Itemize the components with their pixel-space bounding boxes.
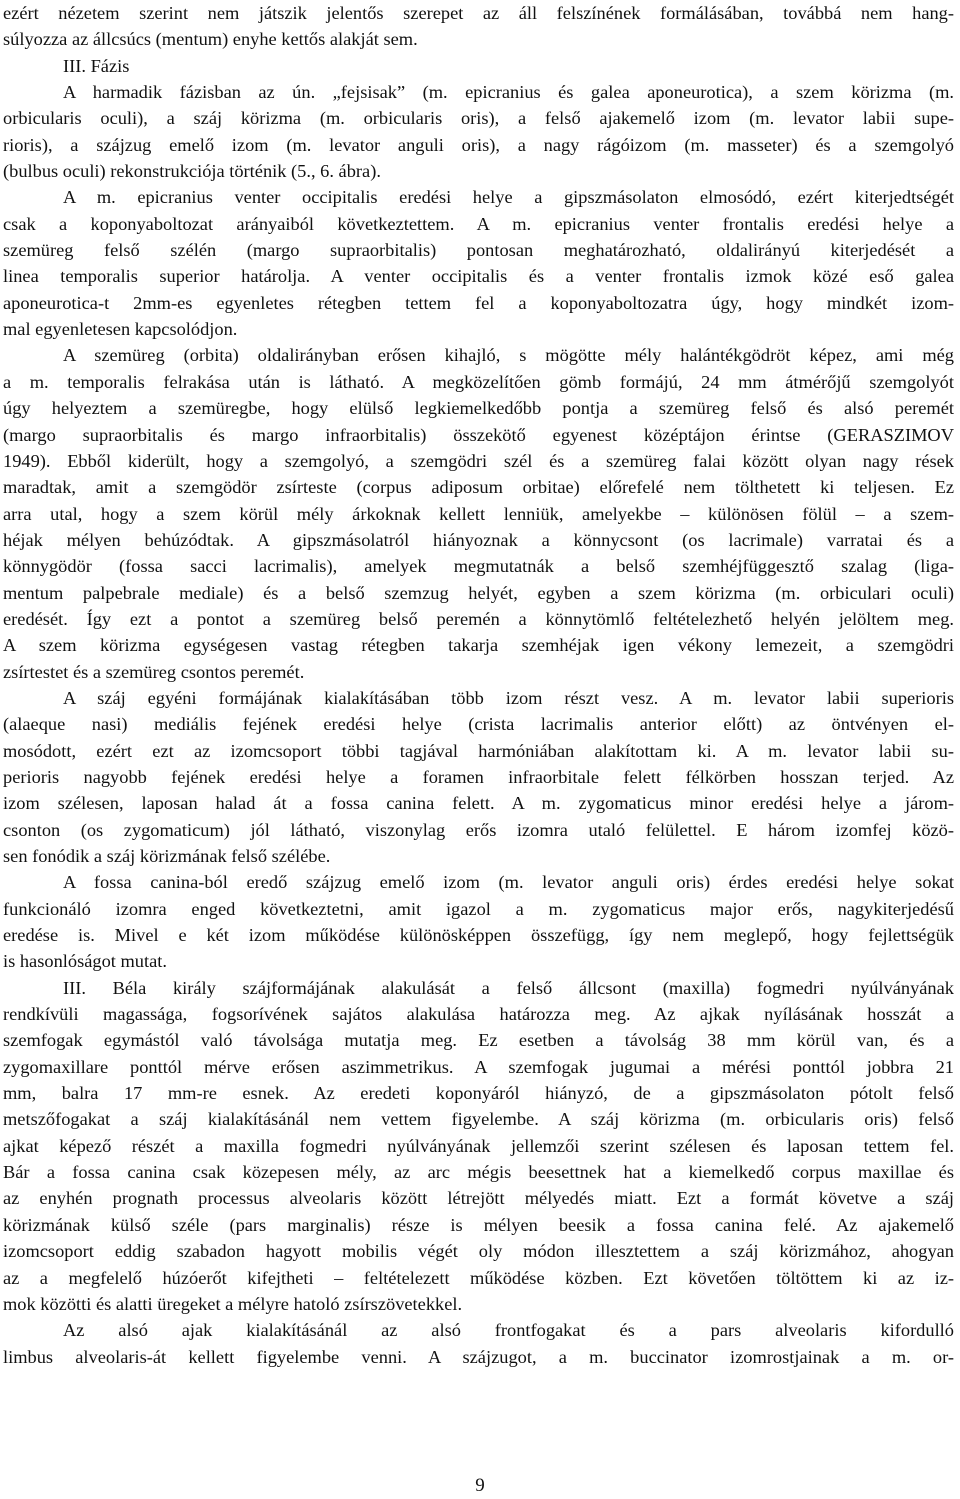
- text-line: maradtak, amit a szemgödör zsírteste (corpus adiposum orbitae) előrefelé nem tölthetett ki teljesen. Ez: [3, 477, 954, 498]
- text-line: eredése is. Mivel e két izom működése különösképpen összefügg, így nem meglepő, hogy fejlettségük: [3, 925, 954, 946]
- text-line: zygomaxillare ponttól mérve erősen aszimmetrikus. A szemfogak jugumai a mérési ponttól jobbra 21: [3, 1056, 954, 1077]
- text-line: szemüreg felső szélén (margo supraorbitalis) pontosan meghatározható, oldalirányú kiterjedését a: [3, 240, 954, 261]
- body-text: [3, 0, 954, 1370]
- text-line: (bulbus oculi) rekonstrukciója történik (5., 6. ábra).: [3, 161, 381, 182]
- text-line: súlyozza az állcsúcs (mentum) enyhe kettős alakját sem.: [3, 29, 418, 50]
- text-line: III. Béla király szájformájának alakulását a felső állcsont (maxilla) fogmedri nyúlványának: [63, 977, 954, 998]
- text-line: eredését. Így ezt a pontot a szemüreg belső peremén a könnytömlő feltételezhető helyén jelöltem meg.: [3, 608, 954, 629]
- text-line: szemfogak egymástól való távolsága mutatja meg. Ez esetben a távolság 38 mm körül van, és a: [3, 1030, 954, 1051]
- text-line: körizmának külső széle (pars marginalis) része is mélyen beesik a fossa canina felé. Az ajakemelő: [3, 1214, 954, 1235]
- text-line: csonton (os zygomaticum) jól látható, viszonylag erős izomra utaló felülettel. E három izomfej közö-: [3, 819, 954, 840]
- text-line: mok közötti és alatti üregeket a mélyre hatoló zsírszövetekkel.: [3, 1293, 463, 1314]
- text-line: III. Fázis: [63, 55, 130, 76]
- text-line: mm, balra 17 mm-re esnek. Az eredeti koponyáról hiányzó, de a gipszmásolaton pótolt felső: [3, 1083, 954, 1104]
- text-line: 1949). Ebből kiderült, hogy a szemgolyó, a szemgödri szél és a szemüreg falai között olyan nagy rések: [3, 450, 954, 471]
- text-line: A fossa canina-ból eredő szájzug emelő izom (m. levator anguli oris) érdes eredési helye sokat: [63, 872, 954, 893]
- text-line: mentum palpebrale mediale) és a belső szemzug helyét, egyben a szem körizma (m. orbiculari oculi): [3, 582, 954, 603]
- text-line: A m. epicranius venter occipitalis eredési helye a gipszmásolaton elmosódó, ezért kiterjedtségét: [63, 187, 954, 208]
- text-line: A szemüreg (orbita) oldalirányban erősen kihajló, s mögötte mély halántékgödröt képez, ami még: [63, 345, 954, 366]
- text-line: mal egyenletesen kapcsolódjon.: [3, 319, 238, 340]
- text-line: aponeurotica-t 2mm-es egyenletes rétegben tettem fel a koponyaboltozatra úgy, hogy mindkét izom-: [3, 292, 954, 313]
- text-line: könnygödör (fossa sacci lacrimalis), amelyek megmutatnák a belső szemhéjfüggesztő szalag (liga-: [3, 556, 954, 577]
- text-line: A szem körizma egységesen vastag rétegben takarja szemhéjak igen vékony lemezeit, a szemgödri: [3, 635, 954, 656]
- text-line: zsírtestet és a szemüreg csontos peremét.: [3, 661, 305, 682]
- text-line: az enyhén prognath processus alveolaris között létrejött mélyedés miatt. Ezt a formát követve a száj: [3, 1188, 954, 1209]
- text-line: metszőfogakat a száj kialakításánál nem vettem figyelembe. A száj körizma (m. orbicularis oris) felső: [3, 1109, 954, 1130]
- text-line: arra utal, hogy a szem körül mély árkoknak kellett lenniük, amelyekbe – különösen fölül – a szem-: [3, 503, 954, 524]
- text-line: ezért nézetem szerint nem játszik jelentős szerepet az áll felszínének formálásában, továbbá nem hang-: [3, 3, 954, 23]
- text-line: ajkat képező részét a maxilla fogmedri nyúlványának jellemzői szerint szélesen és laposan tettem fel.: [3, 1135, 954, 1156]
- text-line: mosódott, ezért ezt az izomcsoport többi tagjával harmóniában alakítottam ki. A m. levator labii su-: [3, 740, 954, 761]
- text-line: izom szélesen, laposan halad át a fossa canina felett. A m. zygomaticus minor eredési helye a járom-: [3, 793, 954, 814]
- text-line: Az alsó ajak kialakításánál az alsó frontfogakat és a pars alveolaris kifordulló: [63, 1320, 954, 1341]
- text-line: limbus alveolaris-át kellett figyelembe venni. A szájzugot, a m. buccinator izomrostjainak a m. or-: [3, 1346, 954, 1367]
- text-line: perioris nagyobb fejének eredési helye a foramen infraorbitale felett félkörben hosszan terjed. Az: [3, 766, 954, 787]
- page-number: 9: [475, 1475, 485, 1496]
- text-line: úgy helyeztem a szemüregbe, hogy elülső legkiemelkedőbb pontja a szemüreg felső és alsó peremét: [3, 398, 954, 419]
- text-line: A száj egyéni formájának kialakításában több izom részt vesz. A m. levator labii superioris: [63, 687, 954, 708]
- text-line: (margo supraorbitalis és margo infraorbitalis) összekötő egyenest középtájon érintse (GERASZIMOV: [3, 424, 954, 445]
- text-line: funkcionáló izomra enged következtetni, amit igazol a m. zygomaticus major erős, nagykiterjedésű: [3, 898, 954, 919]
- text-line: a m. temporalis felrakása után is látható. A megközelítően gömb formájú, 24 mm átmérőjű szemgolyót: [3, 371, 954, 392]
- text-line: az a megfelelő húzóerőt kifejtheti – feltételezett működése közben. Ezt követően töltöttem ki az iz-: [3, 1267, 954, 1288]
- text-line: A harmadik fázisban az ún. „fejsisak” (m. epicranius és galea aponeurotica), a szem körizma (m.: [63, 82, 954, 103]
- text-line: Bár a fossa canina csak közepesen mély, az arc mégis beesettnek hat a kiemelkedő corpus maxillae és: [3, 1162, 954, 1183]
- text-line: is hasonlóságot mutat.: [3, 951, 167, 972]
- text-line: (alaeque nasi) mediális fejének eredési helye (crista lacrimalis anterior előtt) az öntvényen el-: [3, 714, 954, 735]
- text-line: izomcsoport eddig szabadon hagyott mobilis végét oly módon illesztettem a száj körizmához, ahogyan: [3, 1241, 954, 1262]
- text-line: orbicularis oculi), a száj körizma (m. orbicularis oris), a felső ajakemelő izom (m. levator labii supe-: [3, 108, 954, 129]
- text-line: csak a koponyaboltozat arányaiból következtettem. A m. epicranius venter frontalis eredési helye a: [3, 213, 954, 234]
- text-line: rioris), a szájzug emelő izom (m. levator anguli oris), a nagy rágóizom (m. masseter) és a szemgolyó: [3, 134, 954, 155]
- text-line: héjak mélyen behúzódtak. A gipszmásolatról hiányoznak a könnycsont (os lacrimale) varratai és a: [3, 529, 954, 550]
- text-line: sen fonódik a száj körizmának felső szélébe.: [3, 846, 331, 866]
- text-line: rendkívüli magassága, fogsorívének sajátos alakulása határozza meg. Az ajkak nyílásának hosszát a: [3, 1004, 954, 1025]
- text-line: linea temporalis superior határolja. A venter occipitalis és a venter frontalis izmok közé eső galea: [3, 266, 954, 287]
